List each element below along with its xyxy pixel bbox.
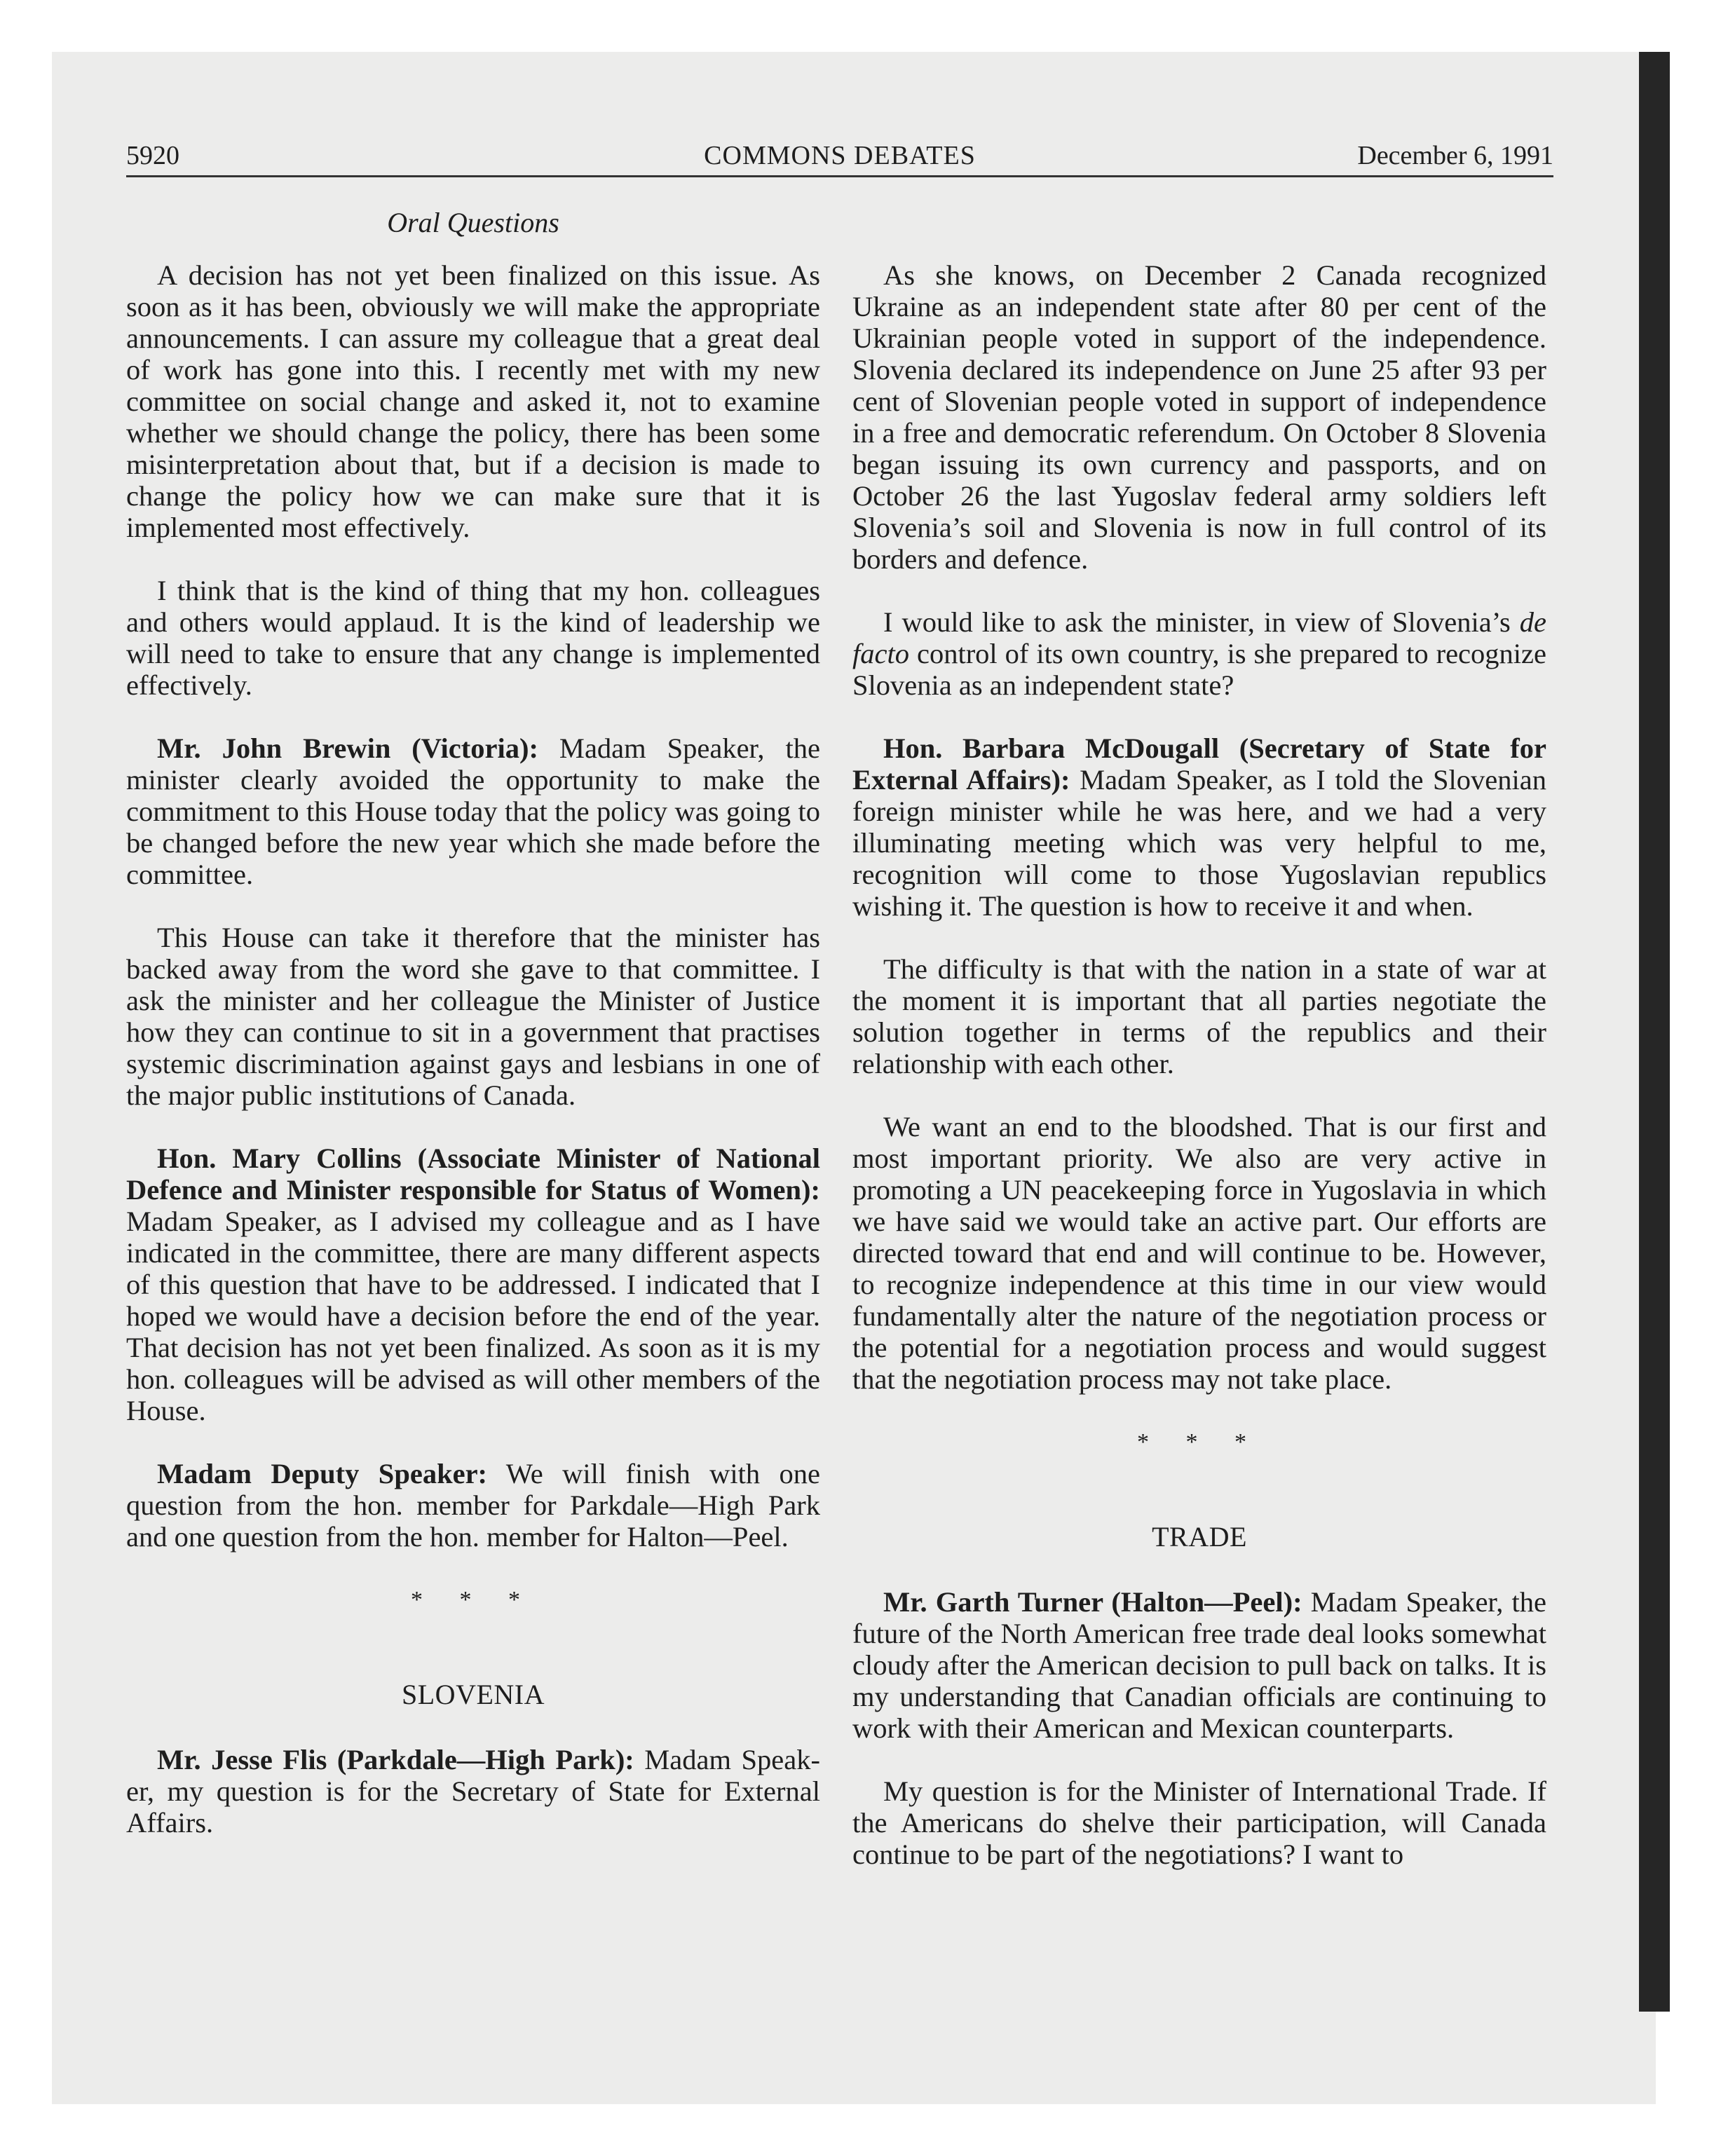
speech-paragraph (852, 1586, 1546, 1744)
section-separator: * * * (1137, 1429, 1262, 1455)
speech-text: Madam Speaker, my question is for the Secretary of State for External Affairs. (126, 1744, 820, 1838)
speech-text: We will finish with one question from the hon. member for Parkdale—High Park and one question from the hon. member for Halton—Peel. (126, 1458, 821, 1553)
speech-text: Madam Speaker, as I advised my colleague and as I have indicated in the committee, there are many different aspects of this question that have to be addressed. I indicated that I hoped we would have a decision before the end of the year. That decision has not yet been finalized. As soon as it is my hon. colleagues will be advised as will other members of the House. (126, 1206, 820, 1426)
paragraph: This House can take it therefore that the minister has backed away from the word she gave to that committee. I ask the minister and her colleague the Minister of Justice how they can continue to sit in a government that practises systemic discrimination against gays and lesbians in one of the major public institutions of Canada. (126, 922, 820, 1111)
running-header (126, 136, 1553, 175)
speaker-name: Mr. Garth Turner (Halton—Peel): (883, 1586, 1302, 1618)
speaker-name: Mr. Jesse Flis (Parkdale—High Park): (157, 1744, 634, 1775)
paragraph: As she knows, on December 2 Canada recognized Ukraine as an independent state after 80 per cent of the Ukrainian people voted in support of the independence. Slovenia declared its independence on June 25 after 93 per cent of Slovenian people voted in support of independence in a free and democratic referendum. On October 8 Slovenia began issuing its own currency and passports, and on October 26 the last Yugoslav federal army soldiers left Slovenia’s soil and Slovenia is now in full control of its borders and defence. (852, 259, 1546, 575)
section-label: Oral Questions (387, 207, 559, 238)
speaker-name: Hon. Mary Collins (Associate Minister of National Defence and Minister responsible for Status of Women): (126, 1142, 820, 1206)
publication-title: COMMONS DEBATES (704, 141, 976, 170)
section-heading: TRADE (1152, 1521, 1247, 1553)
left-column (126, 259, 820, 1838)
paragraph (852, 606, 1546, 701)
speech-text: Madam Speaker, as I told the Slovenian foreign minister while he was here, and we had a very illuminating meeting which was very helpful to me, recognition will come to those Yugoslavian republics wishing it. The question is how to receive it and when. (852, 764, 1547, 922)
speech-paragraph (126, 1744, 820, 1838)
paragraph: My question is for the Minister of International Trade. If the Americans do shelve their participation, will Canada continue to be part of the negotiations? I want to (852, 1775, 1546, 1870)
speech-paragraph (126, 1458, 820, 1553)
speech-paragraph (852, 732, 1546, 922)
right-column (852, 259, 1546, 1870)
speaker-name: Mr. John Brewin (Victoria): (157, 732, 538, 764)
page-number: 5920 (126, 141, 179, 170)
text-run: I would like to ask the minister, in view of Slovenia’s (883, 606, 1520, 638)
section-heading: SLOVENIA (402, 1679, 545, 1710)
scan-binding-edge (1639, 52, 1670, 2012)
speaker-name: Hon. Barbara McDougall (Secretary of State for External Affairs): (852, 732, 1546, 796)
paragraph: The difficulty is that with the nation in a state of war at the moment it is important that all parties negotiate the solution together in terms of the republics and their relationship with each other. (852, 953, 1546, 1079)
paragraph: I think that is the kind of thing that my hon. colleagues and others would applaud. It is the kind of leadership we will need to take to ensure that any change is implemented effectively. (126, 575, 820, 701)
speech-text: Madam Speaker, the future of the North American free trade deal looks somewhat cloudy after the American decision to pull back on talks. It is my understanding that Canadian officials are continuing to work with their American and Mexican counterparts. (852, 1586, 1546, 1744)
text-run: control of its own country, is she prepared to recognize Slovenia as an independent state? (852, 638, 1546, 701)
speech-paragraph (126, 732, 820, 890)
section-separator: * * * (411, 1587, 536, 1613)
header-date: December 6, 1991 (1357, 141, 1553, 170)
speaker-name: Madam Deputy Speaker: (157, 1458, 488, 1489)
header-rule (126, 175, 1553, 177)
italic-term: de facto (852, 606, 1546, 669)
paragraph: A decision has not yet been finalized on this issue. As soon as it has been, obviously we will make the appropriate announcements. I can assure my colleague that a great deal of work has gone into this. I recently met with my new committee on social change and asked it, not to examine whether we should change the policy, there has been some misinterpretation about that, but if a decision is made to change the policy how we can make sure that it is implemented most effectively. (126, 259, 820, 543)
paragraph: We want an end to the bloodshed. That is our first and most important priority. We also are very active in promoting a UN peacekeeping force in Yugoslavia in which we have said we would take an active part. Our efforts are directed toward that end and will continue to be. However, to recognize independence at this time in our view would fundamentally alter the nature of the negotiation process or the potential for a negotiation process and would suggest that the negotiation process may not take place. (852, 1111, 1546, 1395)
speech-paragraph (126, 1142, 820, 1426)
speech-text: Madam Speaker, the minister clearly avoided the opportunity to make the commitment to this House today that the policy was going to be changed before the new year which she made before the committee. (126, 732, 820, 890)
